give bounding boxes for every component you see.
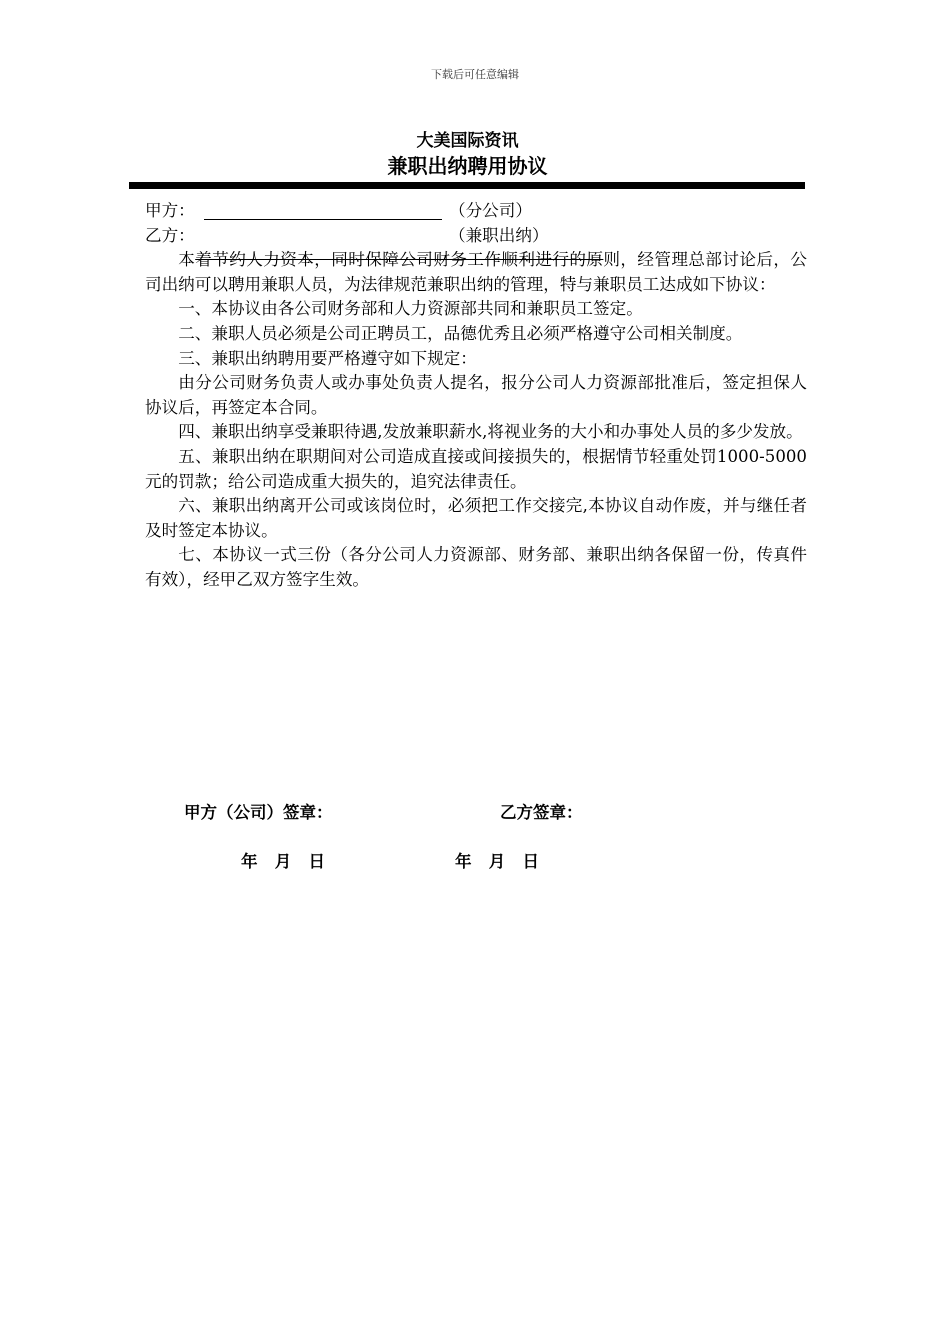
party-a-label: 甲方： <box>145 201 195 220</box>
clause-1: 一、本协议由各公司财务部和人力资源部共同和兼职员工签定。 <box>178 299 643 319</box>
party-a-role: （分公司） <box>449 201 532 220</box>
document-body <box>145 199 807 593</box>
party-b-label: 乙方： <box>145 225 195 245</box>
clause-3-detail: 由分公司财务负责人或办事处负责人提名，报分公司人力资源部批准后，签定担保人协议后，再签定本合同。 <box>145 373 807 417</box>
party-b-date: 年 月 日 <box>455 852 539 871</box>
party-b-role: （兼职出纳） <box>449 225 549 245</box>
clause-7: 七、本协议一式三份（各分公司人力资源部、财务部、兼职出纳各保留一份，传真件有效），经甲乙双方签字生效。 <box>145 545 807 589</box>
party-b-line <box>145 224 807 249</box>
clause-4: 四、兼职出纳享受兼职待遇,发放兼职薪水,将视业务的大小和办事处人员的多少发放。 <box>178 422 803 442</box>
company-name: 大美国际资讯 <box>416 131 519 151</box>
party-a-line <box>145 199 807 224</box>
intro-paragraph <box>145 248 807 297</box>
clause-2: 二、兼职人员必须是公司正聘员工，品德优秀且必须严格遵守公司相关制度。 <box>178 323 743 343</box>
clause-5: 五、兼职出纳在职期间对公司造成直接或间接损失的，根据情节轻重处罚1000-5000元的罚款；给公司造成重大损失的，追究法律责任。 <box>145 446 807 491</box>
intro-text: 则，经管理总部讨论后，公司出纳可以聘用兼职人员，为法律规范兼职出纳的管理，特与兼职员工达成如下协议： <box>145 250 808 294</box>
party-a-date: 年 月 日 <box>241 852 325 871</box>
party-a-blank <box>204 219 442 220</box>
party-a-signature-label: 甲方（公司）签章： <box>184 803 333 822</box>
intro-struck-text: 着节约人力资本，同时保障公司财务工作顺利进行的原 <box>195 250 604 270</box>
document-title: 兼职出纳聘用协议 <box>387 154 548 178</box>
clause-6: 六、兼职出纳离开公司或该岗位时，必须把工作交接完,本协议自动作废，并与继任者及时签定本协议。 <box>145 496 807 540</box>
party-b-signature-label: 乙方签章： <box>500 803 583 822</box>
clause-3: 三、兼职出纳聘用要严格遵守如下规定： <box>178 348 477 368</box>
header-note: 下载后可任意编辑 <box>431 68 519 81</box>
title-divider <box>129 182 805 189</box>
intro-first-char: 本 <box>178 250 196 270</box>
